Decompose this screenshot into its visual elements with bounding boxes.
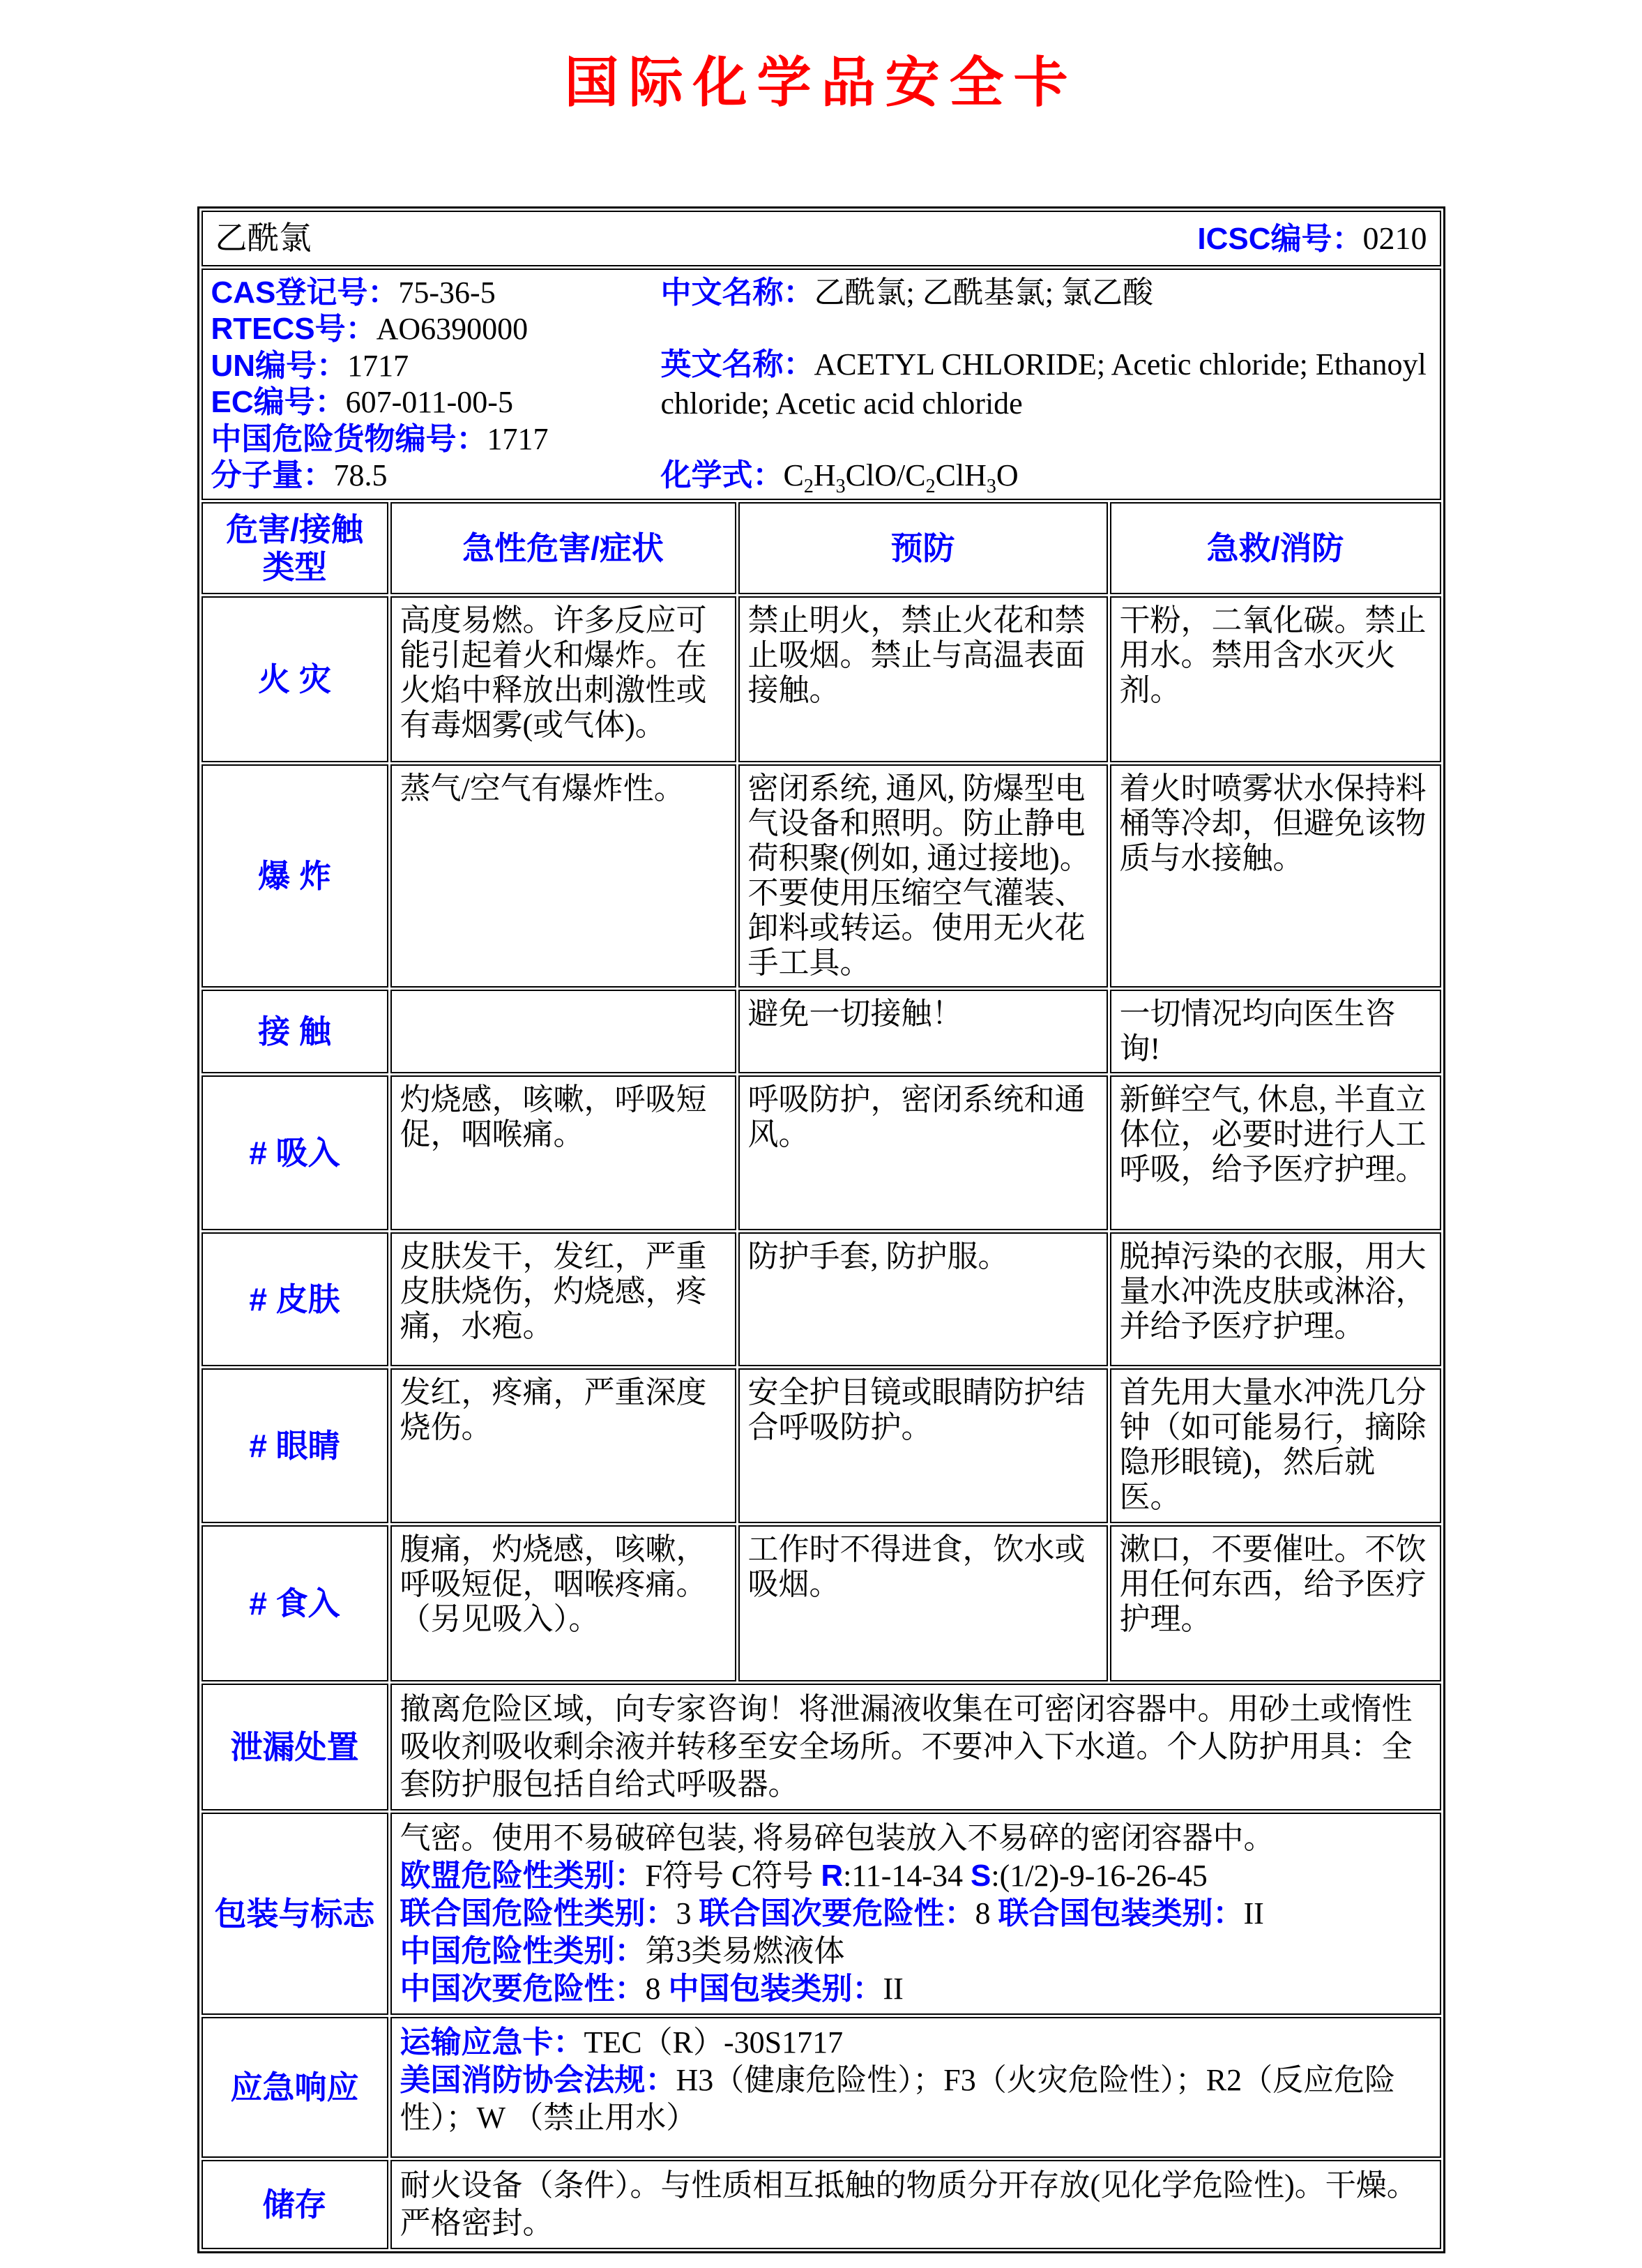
eyes-response: 首先用大量水冲洗几分钟（如可能易行，摘除隐形眼镜)，然后就医。 <box>1110 1368 1441 1523</box>
icsc-card-table <box>197 206 1445 2253</box>
packaging-line-airtight: 气密。使用不易破碎包装, 将易碎包装放入不易碎的密闭容器中。 <box>400 1821 1275 1855</box>
page-title: 国际化学品安全卡 <box>564 52 1078 113</box>
fire-prevention: 禁止明火，禁止火花和禁止吸烟。禁止与高温表面接触。 <box>738 596 1108 762</box>
chinese-name-line: 中文名称：乙酰氯; 乙酰基氯; 氯乙酸 <box>660 275 1153 310</box>
un-number-line: UN编号：1717 <box>211 348 409 383</box>
packaging-line-eu-class: 欧盟危险性类别：F符号 C符号 R:11-14-34 S:(1/2)-9-16-26-45 <box>400 1859 1208 1893</box>
eyes-symptoms: 发红，疼痛，严重深度烧伤。 <box>390 1368 736 1523</box>
exposure-symptoms <box>390 990 736 1073</box>
identification-cell <box>202 269 1441 500</box>
header-symptoms: 急性危害/症状 <box>390 502 736 594</box>
row-label-explosion: 爆 炸 <box>202 764 388 988</box>
header-first-aid: 急救/消防 <box>1110 502 1441 594</box>
identification-row <box>202 269 1441 500</box>
ingestion-prevention: 工作时不得进食，饮水或吸烟。 <box>738 1525 1108 1681</box>
emergency-line-tec: 运输应急卡：TEC（R）-30S1717 <box>400 2025 844 2059</box>
fire-symptoms: 高度易燃。许多反应可能引起着火和爆炸。在火焰中释放出刺激性或有毒烟雾(或气体)。 <box>390 596 736 762</box>
identification-codes <box>211 275 661 493</box>
row-label-fire: 火 灾 <box>202 596 388 762</box>
identification-names <box>660 275 1431 497</box>
inhalation-prevention: 呼吸防护，密闭系统和通风。 <box>738 1075 1108 1230</box>
row-label-inhalation: # 吸入 <box>202 1075 388 1230</box>
skin-symptoms: 皮肤发干，发红，严重皮肤烧伤，灼烧感，疼痛，水疱。 <box>390 1232 736 1366</box>
name-row <box>202 211 1441 266</box>
section-label-emergency: 应急响应 <box>202 2017 388 2158</box>
name-cell <box>202 211 1441 266</box>
skin-prevention: 防护手套, 防护服。 <box>738 1232 1108 1366</box>
section-row-packaging <box>202 1813 1441 2015</box>
icsc-number-label: ICSC编号： <box>1197 221 1363 256</box>
packaging-line-china-sub: 中国次要危险性：8 中国包装类别：II <box>400 1972 904 2006</box>
china-dg-number-line: 中国危险货物编号：1717 <box>211 421 549 456</box>
header-hazard-type: 危害/接触类型 <box>202 502 388 594</box>
english-name-line: 英文名称：ACETYL CHLORIDE; Acetic chloride; Ethanoyl chloride; Acetic acid chloride <box>660 347 1427 421</box>
inhalation-symptoms: 灼烧感，咳嗽，呼吸短促，咽喉痛。 <box>390 1075 736 1230</box>
icsc-number-group <box>1197 221 1427 257</box>
explosion-response: 着火时喷雾状水保持料桶等冷却，但避免该物质与水接触。 <box>1110 764 1441 988</box>
exposure-response: 一切情况均向医生咨询! <box>1110 990 1441 1073</box>
hazard-row-skin <box>202 1232 1441 1366</box>
row-label-eyes: # 眼睛 <box>202 1368 388 1523</box>
ingestion-symptoms: 腹痛，灼烧感，咳嗽，呼吸短促，咽喉疼痛。（另见吸入）。 <box>390 1525 736 1681</box>
inhalation-response: 新鲜空气, 休息, 半直立体位，必要时进行人工呼吸，给予医疗护理。 <box>1110 1075 1441 1230</box>
emergency-content <box>390 2017 1441 2158</box>
skin-response: 脱掉污染的衣服，用大量水冲洗皮肤或淋浴，并给予医疗护理。 <box>1110 1232 1441 1366</box>
hazard-row-fire <box>202 596 1441 762</box>
hazard-row-ingestion <box>202 1525 1441 1681</box>
spill-content: 撤离危险区域，向专家咨询！将泄漏液收集在可密闭容器中。用砂土或惰性吸收剂吸收剩余液并转移至安全场所。不要冲入下水道。个人防护用具：全套防护服包括自给式呼吸器。 <box>390 1684 1441 1810</box>
hazard-row-explosion <box>202 764 1441 988</box>
header-prevention: 预防 <box>738 502 1108 594</box>
ingestion-response: 漱口，不要催吐。不饮用任何东西，给予医疗护理。 <box>1110 1525 1441 1681</box>
row-label-skin: # 皮肤 <box>202 1232 388 1366</box>
substance-name: 乙酰氯 <box>215 220 312 256</box>
hazard-row-inhalation <box>202 1075 1441 1230</box>
row-label-exposure: 接 触 <box>202 990 388 1073</box>
chemical-formula: $C_2H_3ClO/C_2ClH_3O$ <box>783 458 1019 497</box>
packaging-line-china-class: 中国危险性类别：第3类易燃液体 <box>400 1934 845 1968</box>
section-label-packaging: 包装与标志 <box>202 1813 388 2015</box>
packaging-line-un-class: 联合国危险性类别：3 联合国次要危险性：8 联合国包装类别：II <box>400 1896 1264 1930</box>
eyes-prevention: 安全护目镜或眼睛防护结合呼吸防护。 <box>738 1368 1108 1523</box>
row-label-ingestion: # 食入 <box>202 1525 388 1681</box>
section-row-storage <box>202 2160 1441 2249</box>
packaging-content <box>390 1813 1441 2015</box>
section-label-storage: 储存 <box>202 2160 388 2249</box>
cas-number-line: CAS登记号：75-36-5 <box>211 275 496 310</box>
section-label-spill: 泄漏处置 <box>202 1684 388 1810</box>
explosion-prevention: 密闭系统, 通风, 防爆型电气设备和照明。防止静电荷积聚(例如, 通过接地)。不要使用压缩空气灌装、卸料或转运。使用无火花手工具。 <box>738 764 1108 988</box>
section-row-emergency <box>202 2017 1441 2158</box>
section-row-spill <box>202 1684 1441 1810</box>
fire-response: 干粉，二氧化碳。禁止用水。禁用含水灭火剂。 <box>1110 596 1441 762</box>
exposure-prevention: 避免一切接触！ <box>738 990 1108 1073</box>
formula-line: 化学式：$C_2H_3ClO/C_2ClH_3O$ <box>660 458 1019 497</box>
emergency-line-nfpa: 美国消防协会法规：H3（健康危险性）；F3（火灾危险性）；R2（反应危险性）；W （禁止用水） <box>400 2063 1396 2135</box>
icsc-number: 0210 <box>1362 220 1427 256</box>
hazard-header-row <box>202 502 1441 594</box>
molecular-weight-line: 分子量：78.5 <box>211 458 388 492</box>
rtecs-number-line: RTECS号：AO6390000 <box>211 312 529 347</box>
hazard-row-exposure <box>202 990 1441 1073</box>
storage-content: 耐火设备（条件）。与性质相互抵触的物质分开存放(见化学危险性)。干燥。严格密封。 <box>390 2160 1441 2249</box>
ec-number-line: EC编号：607-011-00-5 <box>211 385 513 420</box>
hazard-row-eyes <box>202 1368 1441 1523</box>
explosion-symptoms: 蒸气/空气有爆炸性。 <box>390 764 736 988</box>
